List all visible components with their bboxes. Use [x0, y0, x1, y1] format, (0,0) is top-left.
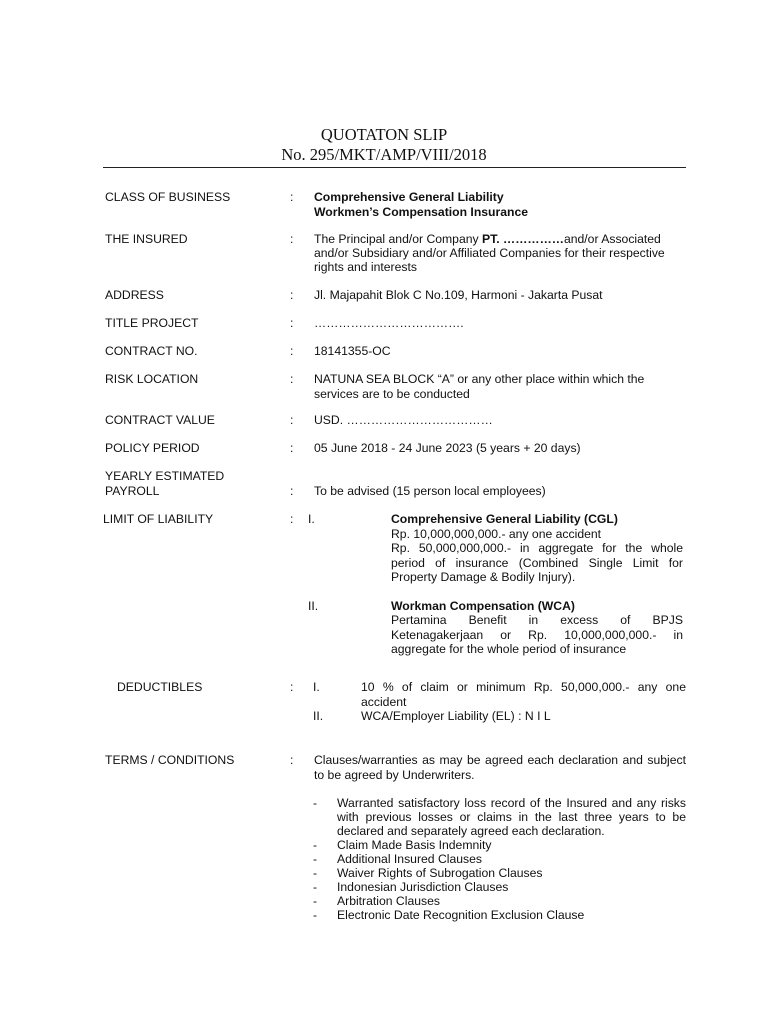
terms-item-7: Electronic Date Recognition Exclusion Clause	[337, 908, 585, 922]
header-rule	[103, 167, 686, 168]
limit-item-2	[391, 599, 683, 656]
limit-item-1-numeral: I.	[308, 512, 315, 526]
contract-no-label: CONTRACT NO.	[105, 344, 198, 358]
bullet: -	[313, 796, 318, 810]
terms-item-1: Warranted satisfactory loss record of the Insured and any risks with previous losses or claims in the last three years to be declared and separately agreed each declaration.	[337, 796, 686, 838]
colon: :	[290, 190, 294, 204]
payroll-value: To be advised (15 person local employees)	[314, 484, 546, 498]
deductible-1-numeral: I.	[313, 680, 320, 694]
limit-item-1-line-1: Rp. 10,000,000,000.- any one accident	[391, 526, 602, 541]
colon: :	[290, 372, 294, 386]
contract-no-value: 18141355-OC	[314, 344, 391, 358]
colon: :	[290, 484, 294, 498]
limit-item-1-heading: Comprehensive General Liability (CGL)	[391, 512, 618, 526]
colon: :	[290, 441, 294, 455]
limit-item-1	[391, 512, 683, 585]
limit-item-2-heading: Workman Compensation (WCA)	[391, 599, 575, 613]
risk-location-line-1: NATUNA SEA BLOCK “A” or any other place within which the	[314, 372, 645, 386]
class-of-business-line-1: Comprehensive General Liability	[314, 190, 504, 204]
colon: :	[290, 316, 294, 330]
bullet: -	[313, 880, 318, 894]
insured-label: THE INSURED	[105, 232, 188, 246]
class-of-business-line-2: Workmen’s Compensation Insurance	[314, 204, 529, 219]
policy-period-label: POLICY PERIOD	[105, 441, 200, 455]
terms-item-6: Arbitration Clauses	[337, 894, 440, 908]
contract-value-label: CONTRACT VALUE	[105, 413, 215, 427]
colon: :	[290, 344, 294, 358]
class-of-business-value	[314, 190, 686, 219]
limit-of-liability-label: LIMIT OF LIABILITY	[103, 512, 214, 526]
address-value: Jl. Majapahit Blok C No.109, Harmoni - Jakarta Pusat	[314, 288, 603, 302]
limit-item-1-text: Rp. 50,000,000,000.- in aggregate for the whole period of insurance (Combined Single Limit for Property Damage & Bodily Injury).	[391, 541, 683, 584]
risk-location-value	[314, 372, 686, 401]
title-project-label: TITLE PROJECT	[105, 316, 199, 330]
colon: :	[290, 512, 294, 526]
bullet: -	[313, 908, 318, 922]
insured-value	[314, 232, 686, 274]
document-title: QUOTATON SLIP	[320, 125, 448, 144]
limit-item-2-text: Pertamina Benefit in excess of BPJS Ketenagakerjaan or Rp. 10,000,000,000.- in aggregate for the whole period of insurance	[391, 613, 683, 656]
payroll-label	[105, 469, 224, 499]
risk-location-label: RISK LOCATION	[105, 372, 199, 386]
deductible-2-numeral: II.	[313, 709, 324, 723]
risk-location-line-2: services are to be conducted	[314, 386, 470, 401]
document-number: No. 295/MKT/AMP/VIII/2018	[281, 145, 487, 164]
colon: :	[290, 288, 294, 302]
policy-period-value: 05 June 2018 - 24 June 2023 (5 years + 20 days)	[314, 441, 581, 455]
bullet: -	[313, 838, 318, 852]
class-of-business-label: CLASS OF BUSINESS	[105, 190, 231, 204]
deductible-1-text: 10 % of claim or minimum Rp. 50,000,000.- any one accident	[361, 680, 686, 709]
payroll-label-line-1: YEARLY ESTIMATED	[105, 469, 225, 483]
contract-value-value: USD. ………………………………	[314, 413, 493, 427]
deductibles-label: DEDUCTIBLES	[117, 680, 203, 694]
colon: :	[290, 232, 294, 246]
deductible-2-text: WCA/Employer Liability (EL) : N I L	[361, 709, 551, 723]
bullet: -	[313, 852, 318, 866]
limit-item-2-numeral: II.	[308, 599, 319, 613]
terms-label: TERMS / CONDITIONS	[105, 753, 235, 767]
bullet: -	[313, 866, 318, 880]
colon: :	[290, 413, 294, 427]
bullet: -	[313, 894, 318, 908]
terms-item-2: Claim Made Basis Indemnity	[337, 838, 492, 852]
terms-item-5: Indonesian Jurisdiction Clauses	[337, 880, 509, 894]
insured-prefix: The Principal and/or Company	[314, 232, 483, 246]
address-label: ADDRESS	[105, 288, 164, 302]
payroll-label-line-2: PAYROLL	[105, 484, 160, 498]
colon: :	[290, 680, 294, 694]
colon: :	[290, 753, 294, 767]
terms-item-4: Waiver Rights of Subrogation Clauses	[337, 866, 543, 880]
insured-suffix: and/or Associated and/or Subsidiary and/or Affiliated Companies for their respective rights and interests	[314, 232, 665, 274]
insured-company: PT. ……………	[482, 232, 564, 246]
terms-item-3: Additional Insured Clauses	[337, 852, 482, 866]
terms-intro: Clauses/warranties as may be agreed each declaration and subject to be agreed by Underwriters.	[314, 753, 686, 782]
title-project-value: ……………………………….	[314, 316, 464, 330]
